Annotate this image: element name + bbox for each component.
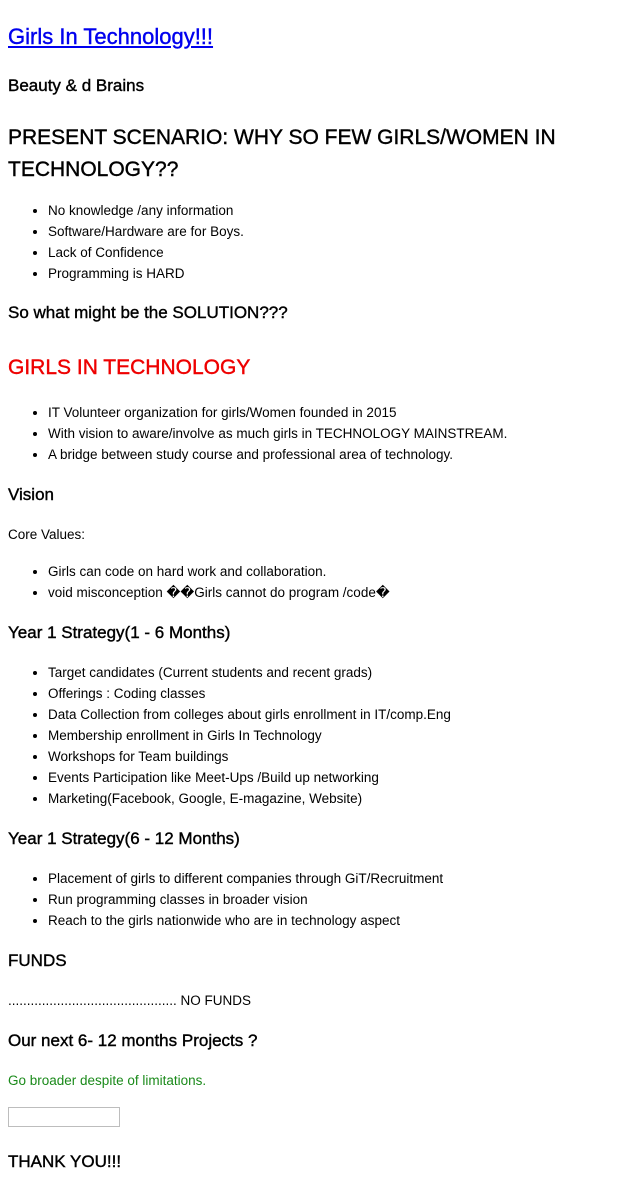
projects-heading: Our next 6- 12 months Projects ? bbox=[8, 1031, 258, 1050]
list-item: • Lack of Confidence bbox=[48, 242, 632, 263]
git-list bbox=[8, 402, 632, 465]
list-item: • Girls can code on hard work and collaboration. bbox=[48, 561, 632, 582]
list-item: • IT Volunteer organization for girls/Women founded in 2015 bbox=[48, 402, 632, 423]
text-input[interactable] bbox=[8, 1107, 120, 1127]
core-values-label: Core Values: bbox=[8, 527, 86, 542]
list-item: • Offerings : Coding classes bbox=[48, 683, 632, 704]
list-item: • A bridge between study course and professional area of technology. bbox=[48, 444, 632, 465]
site-title bbox=[8, 22, 632, 52]
projects-text: Go broader despite of limitations. bbox=[8, 1073, 207, 1088]
git-heading: GIRLS IN TECHNOLOGY bbox=[8, 356, 251, 379]
funds-text: ............................................. NO FUNDS bbox=[8, 993, 252, 1008]
vision-list bbox=[8, 561, 632, 603]
list-item: • Programming is HARD bbox=[48, 263, 632, 284]
list-item: • Placement of girls to different companies through GiT/Recruitment bbox=[48, 868, 632, 889]
scenario-heading: PRESENT SCENARIO: WHY SO FEW GIRLS/WOMEN IN TECHNOLOGY?? bbox=[8, 126, 556, 181]
vision-heading: Vision bbox=[8, 485, 54, 504]
strategy-2-list bbox=[8, 868, 632, 931]
list-item: • Reach to the girls nationwide who are in technology aspect bbox=[48, 910, 632, 931]
list-item: • Run programming classes in broader vision bbox=[48, 889, 632, 910]
list-item: • Target candidates (Current students and recent grads) bbox=[48, 662, 632, 683]
funds-heading: FUNDS bbox=[8, 951, 67, 970]
strategy-1-list bbox=[8, 662, 632, 809]
list-item: • void misconception ��Girls cannot do program /code� bbox=[48, 582, 632, 603]
list-item: • Membership enrollment in Girls In Technology bbox=[48, 725, 632, 746]
list-item: • No knowledge /any information bbox=[48, 200, 632, 221]
tagline: Beauty & d Brains bbox=[8, 76, 145, 95]
list-item: • Software/Hardware are for Boys. bbox=[48, 221, 632, 242]
list-item: • With vision to aware/involve as much girls in TECHNOLOGY MAINSTREAM. bbox=[48, 423, 632, 444]
list-item: • Marketing(Facebook, Google, E-magazine, Website) bbox=[48, 788, 632, 809]
solution-heading: So what might be the SOLUTION??? bbox=[8, 303, 288, 322]
list-item: • Events Participation like Meet-Ups /Build up networking bbox=[48, 767, 632, 788]
strategy-1-heading: Year 1 Strategy(1 - 6 Months) bbox=[8, 623, 231, 642]
strategy-2-heading: Year 1 Strategy(6 - 12 Months) bbox=[8, 829, 240, 848]
scenario-list bbox=[8, 200, 632, 284]
list-item: • Workshops for Team buildings bbox=[48, 746, 632, 767]
list-item: • Data Collection from colleges about girls enrollment in IT/comp.Eng bbox=[48, 704, 632, 725]
site-title-link[interactable]: Girls In Technology!!! bbox=[8, 24, 214, 49]
thank-you-heading: THANK YOU!!! bbox=[8, 1152, 122, 1171]
